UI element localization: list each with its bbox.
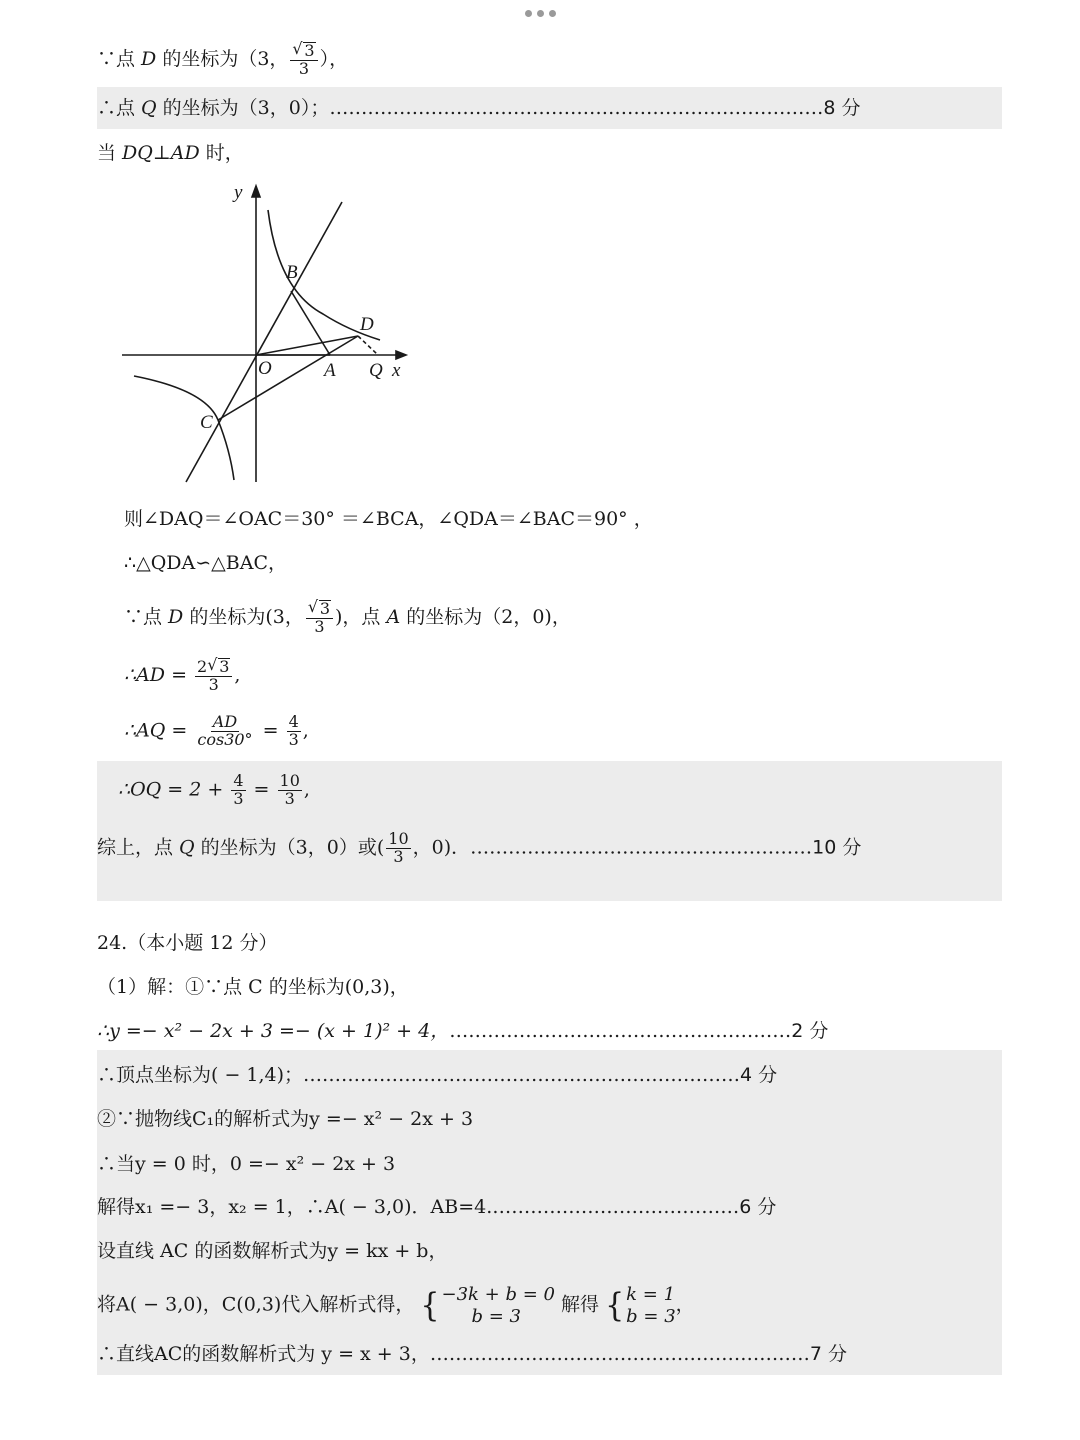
line-set-linear: 设直线 AC 的函数解析式为y = kx + b， xyxy=(97,1240,448,1262)
label-a: A xyxy=(324,360,336,381)
label-d: D xyxy=(360,314,374,335)
fraction-2sqrt3-over-3: $\frac{2√ 3}{3}$ xyxy=(195,658,232,694)
line-c-coordinate: （1）解：①∵点 C 的坐标为(0,3)， xyxy=(97,976,409,998)
line-condition: 当 DQ⊥AD 时， xyxy=(97,142,244,164)
score-mark: 2 分 xyxy=(791,1020,829,1042)
score-mark: 8 分 xyxy=(823,97,861,119)
line-vertex: ∴顶点坐标为( − 1,4)；……………………………………………………………4 分 xyxy=(97,1064,778,1086)
fraction-sqrt3-over-3: √ $\frac{3}{3}$ xyxy=(290,42,317,78)
line-aq-length: ∴AQ = $\frac{AD}{\cos 30^\circ}$ = $\frac{4}{3}$ , xyxy=(124,712,309,749)
x-axis-arrow xyxy=(396,351,406,359)
question-24-heading: 24.（本小题 12 分） xyxy=(97,932,278,954)
label-o: O xyxy=(258,358,272,379)
label-b: B xyxy=(286,262,298,283)
label-x: x xyxy=(392,360,401,381)
score-mark: 7 分 xyxy=(809,1343,847,1365)
line-d-coordinate: ∵点 D 的坐标为（3， √ $\frac{3}{3}$ ）， xyxy=(97,42,348,78)
line-parabola-vertex-form: ∴y =− x² − 2x + 3 =− (x + 1)² + 4，………………………………………………2 分 xyxy=(97,1020,829,1042)
line-ac-expression: ∴直线AC的函数解析式为 y = x + 3，……………………………………………………7 分 xyxy=(97,1343,847,1365)
more-options-icon[interactable] xyxy=(524,6,556,20)
fraction-4-over-3: $\frac{4}{3}$ xyxy=(288,712,299,749)
line-similar-triangles: ∴△QDA∽△BAC， xyxy=(124,552,287,574)
line-d-a-coordinates: ∵点 D 的坐标为(3， √ $\frac{3}{3}$ )，点 A 的坐标为（2，0)， xyxy=(124,600,571,636)
line-conclusion: 综上，点 Q 的坐标为（3，0）或( $\frac{10}{3}$ ，0)．………………………………………………10 分 xyxy=(97,829,862,866)
equation-system-1: { −3k + b = 0 b = 3 xyxy=(420,1284,555,1327)
line-set-y-zero: ∴当y = 0 时，0 =− x² − 2x + 3 xyxy=(97,1153,396,1175)
line-parabola-expression: ②∵抛物线C₁的解析式为y =− x² − 2x + 3 xyxy=(97,1108,474,1130)
line-q-coordinate: ∴点 Q 的坐标为（3，0）；……………………………………………………………………8 分 xyxy=(97,97,861,119)
fraction-sqrt3-over-3: √ $\frac{3}{3}$ xyxy=(306,600,333,636)
fraction-4-over-3: $\frac{4}{3}$ xyxy=(233,771,244,808)
line-ad-length: ∴AD = $\frac{2√ 3}{3}$ , xyxy=(124,658,240,694)
line-substitute-system: 将A( − 3,0)，C(0,3)代入解析式得， { −3k + b = 0 b = 3 解得 { k = 1 b = 3 ， xyxy=(97,1284,695,1327)
label-y: y xyxy=(234,182,243,203)
coordinate-figure xyxy=(118,180,418,490)
hyperbola-lower-branch xyxy=(134,376,234,480)
equation-system-2: { k = 1 b = 3 xyxy=(605,1284,676,1327)
fraction-10-over-3: $\frac{10}{3}$ xyxy=(388,829,409,866)
fraction-ad-over-cos30: $\frac{AD}{\cos 30^\circ}$ xyxy=(197,712,253,749)
fraction-10-over-3: $\frac{10}{3}$ xyxy=(279,771,300,808)
score-mark: 4 分 xyxy=(740,1064,778,1086)
label-q: Q xyxy=(369,360,383,381)
line-roots: 解得x₁ =− 3，x₂ = 1，∴A( − 3,0)．AB=4.…………………………………6 分 xyxy=(97,1196,777,1218)
y-axis-arrow xyxy=(252,186,260,197)
line-angles: 则∠DAQ＝∠OAC＝30° ＝∠BCA，∠QDA＝∠BAC＝90° ， xyxy=(124,508,653,530)
line-oq-length: ∴OQ = 2 + $\frac{4}{3}$ = $\frac{10}{3}$ , xyxy=(118,771,310,808)
line-bc xyxy=(186,202,342,482)
label-c: C xyxy=(200,412,213,433)
score-mark: 10 分 xyxy=(812,836,862,859)
score-mark: 6 分 xyxy=(739,1196,777,1218)
